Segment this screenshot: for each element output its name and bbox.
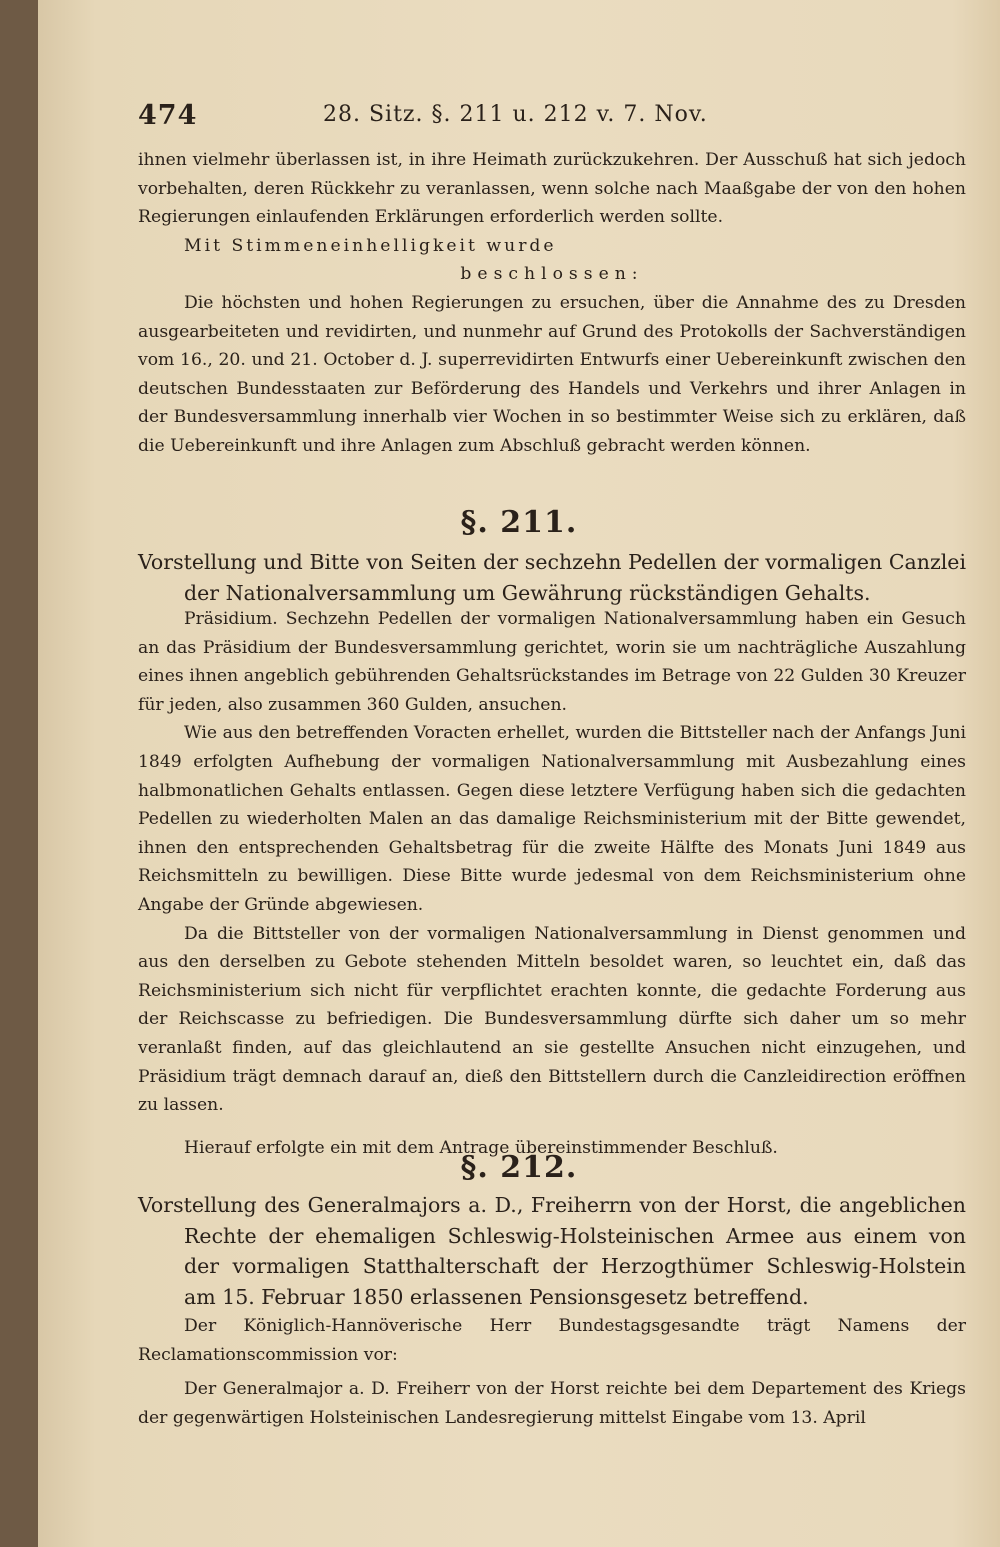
section-211-heading-text: Vorstellung und Bitte von Seiten der sechzehn Pedellen der vormaligen Canzlei der Nationalversammlung um Gewährung rückständigen Gehalts. [138, 550, 966, 605]
section-211-paragraph: Präsidium. Sechzehn Pedellen der vormaligen Nationalversammlung haben ein Gesuch an das Präsidium der Bundesversammlung gerichtet, worin sie um nachträgliche Auszahlung eines ihnen angeblich gebührenden Gehaltsrückstandes im Betrage von 22 Gulden 30 Kreuzer für jeden, also zusammen 360 Gulden, ansuchen. [138, 609, 966, 715]
section-212-body [138, 1312, 966, 1432]
resolution-paragraph: Die höchsten und hohen Regierungen zu ersuchen, über die Annahme des zu Dresden ausgearbeiteten und revidirten, und nunmehr auf Grund des Protokolls der Sachverständigen vom 16., 20. und 21. October d. J. superrevidirten Entwurfs einer Uebereinkunft zwischen den deutschen Bundesstaaten zur Beförderung des Handels und Verkehrs und ihrer Anlagen in der Bundesversammlung innerhalb vier Wochen in so bestimmter Weise sich zu erklären, daß die Uebereinkunft und ihre Anlagen zum Abschluß gebracht werden können. [138, 292, 966, 456]
section-211-mark: §. 211. [460, 505, 578, 540]
vote-intro: Mit Stimmeneinhelligkeit wurde [184, 235, 557, 256]
section-211-paragraph: Da die Bittsteller von der vormaligen Nationalversammlung in Dienst genommen und aus den derselben zu Gebote stehenden Mitteln besoldet waren, so leuchtet ein, daß das Reichsministerium sich nicht für verpflichtet erachten konnte, die gedachte Forderung aus der Reichscasse zu befriedigen. Die Bundesversammlung dürfte sich daher um so mehr veranlaßt finden, auf das gleichlautend an sie gestellte Ansuchen nicht einzugehen, und Präsidium trägt demnach darauf an, dieß den Bittstellern durch die Canzleidirection eröffnen zu lassen. [138, 923, 966, 1116]
document-page [38, 0, 1000, 1547]
section-212-mark: §. 212. [460, 1150, 578, 1185]
section-211-decision: Hierauf erfolgte ein mit dem Antrage übereinstimmender Beschluß. [184, 1137, 778, 1158]
section-211-heading [138, 547, 966, 608]
page-number: 474 [138, 100, 198, 131]
section-211-body [138, 605, 966, 1162]
section-212-heading [138, 1190, 966, 1312]
running-header [138, 100, 968, 136]
section-212-paragraph: Der Königlich-Hannöverische Herr Bundestagsgesandte trägt Namens der Reclamationscommission vor: [138, 1316, 966, 1365]
resolution-word: beschlossen: [460, 264, 644, 285]
section-212-heading-text: Vorstellung des Generalmajors a. D., Freiherrn von der Horst, die angeblichen Rechte der ehemaligen Schleswig-Holsteinischen Armee aus einem von der vormaligen Statthalterschaft der Herzogthümer Schleswig-Holstein am 15. Februar 1850 erlassenen Pensionsgesetz betreffend. [138, 1193, 966, 1309]
section-212-paragraph: Der Generalmajor a. D. Freiherr von der Horst reichte bei dem Departement des Kriegs der gegenwärtigen Holsteinischen Landesregierung mittelst Eingabe vom 13. April [138, 1379, 966, 1428]
continuation-block [138, 146, 966, 461]
section-211-paragraph: Wie aus den betreffenden Voracten erhellet, wurden die Bittsteller nach der Anfangs Juni 1849 erfolgten Aufhebung der vormaligen Nationalversammlung mit Ausbezahlung eines halbmonatlichen Gehalts entlassen. Gegen diese letztere Verfügung haben sich die gedachten Pedellen zu wiederholten Malen an das damalige Reichsministerium mit der Bitte gewendet, ihnen den entsprechenden Gehaltsbetrag für die zweite Hälfte des Monats Juni 1849 aus Reichsmitteln zu bewilligen. Diese Bitte wurde jedesmal von dem Reichsministerium ohne Angabe der Gründe abgewiesen. [138, 723, 966, 915]
continuation-paragraph: ihnen vielmehr überlassen ist, in ihre Heimath zurückzukehren. Der Ausschuß hat sich jedoch vorbehalten, deren Rückkehr zu veranlassen, wenn solche nach Maaßgabe der von den hohen Regierungen einlaufenden Erklärungen erforderlich werden sollte. [138, 150, 966, 228]
running-title: 28. Sitz. §. 211 u. 212 v. 7. Nov. [323, 102, 708, 127]
